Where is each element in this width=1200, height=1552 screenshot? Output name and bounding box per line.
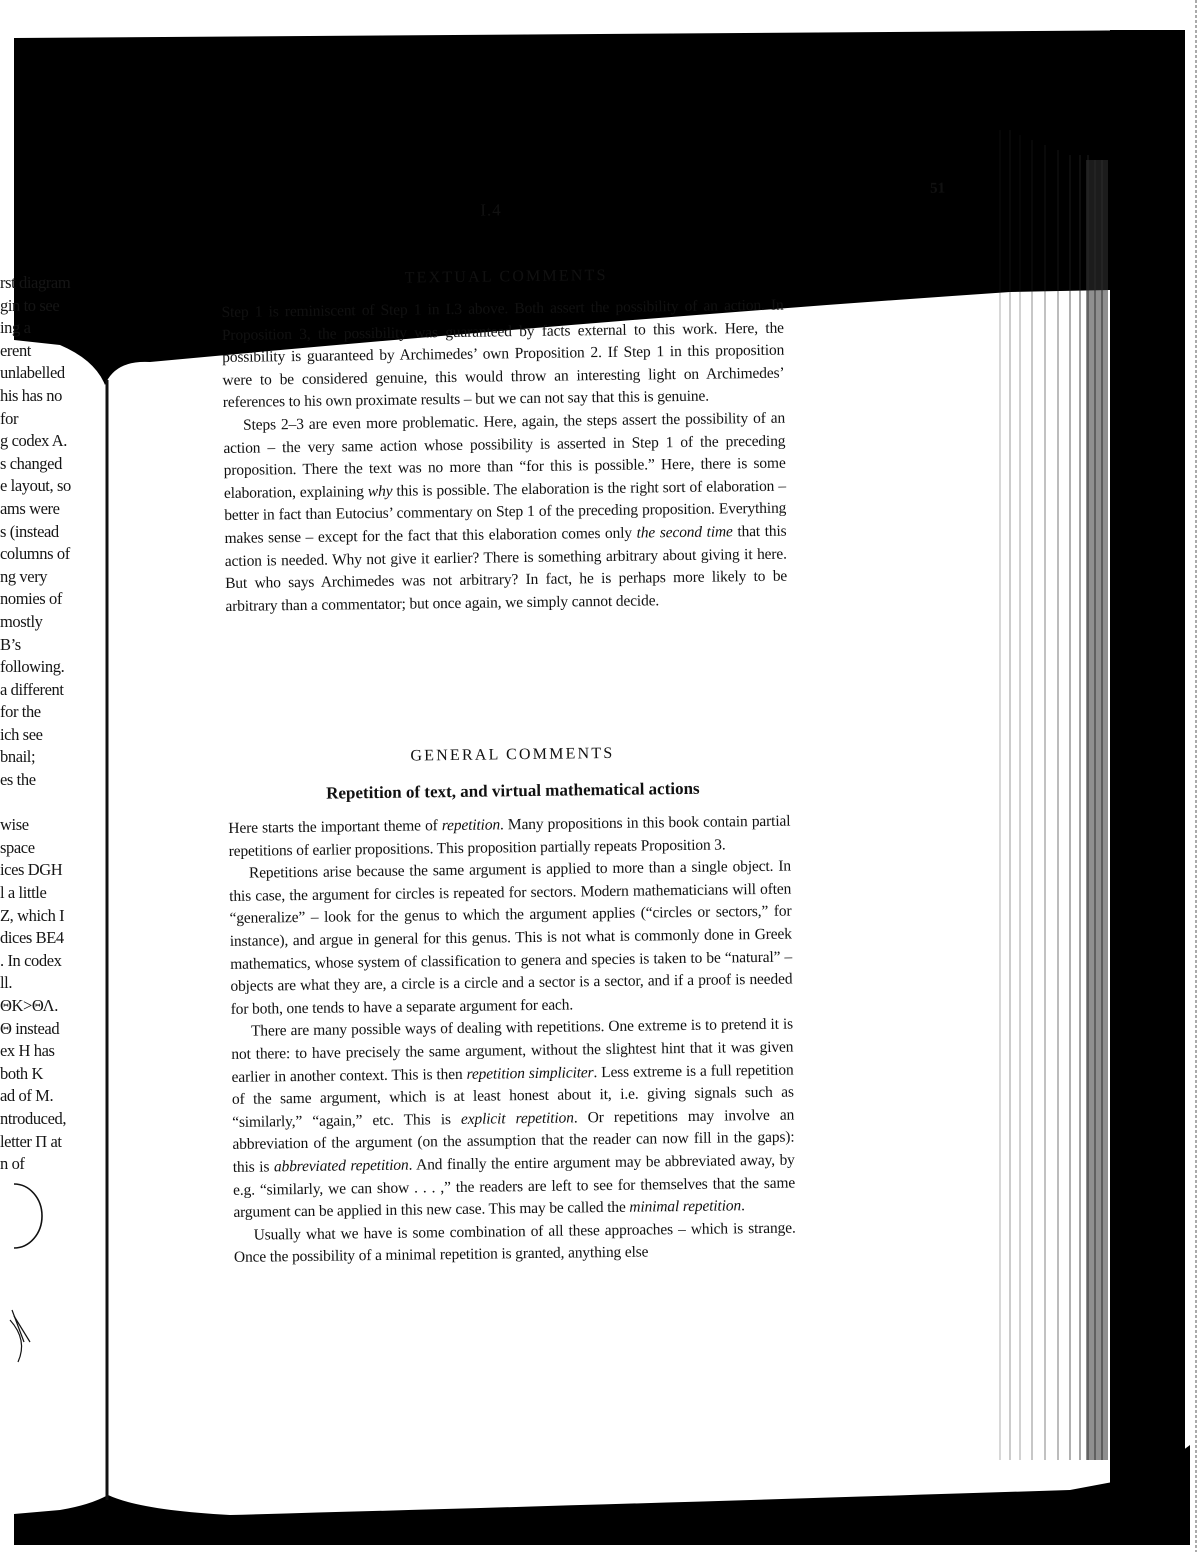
paragraph	[231, 1014, 796, 1225]
facing-page-line: gin to see	[0, 295, 60, 315]
text-run: this is possible. The elaboration is the right sort of elaboration – better in fact than Eutocius’ commentary on Step 1 of the preceding proposition. Everything makes sense – except for the fact that this elaboration comes only	[224, 477, 787, 547]
facing-page-line: ng very	[0, 566, 48, 586]
text-run: .	[740, 1197, 745, 1215]
facing-page-line: ad of M.	[0, 1086, 54, 1106]
text-run: . And finally the entire argument may be abbreviated away, by e.g. “similarly, we can show . . . ,” the readers are left to see for themselves that the same argument can be applied in this new case. This may be called the	[232, 1151, 796, 1222]
facing-page-line: unlabelled	[0, 363, 65, 383]
facing-page-line: erent	[0, 340, 31, 360]
facing-page-line: ams were	[0, 498, 60, 518]
textual-comments-body	[221, 295, 787, 619]
facing-page-line: Θ instead	[0, 1018, 60, 1038]
facing-page-line: e layout, so	[0, 476, 71, 496]
facing-page-line: wise	[0, 815, 29, 835]
facing-page-line: columns of	[0, 544, 70, 564]
angle-diagram-icon	[10, 1310, 30, 1362]
facing-page-line: following.	[0, 657, 65, 677]
right-shadow	[1110, 30, 1185, 1490]
paragraph	[221, 295, 784, 415]
facing-page-line	[0, 792, 108, 815]
facing-page-line: ΘK>ΘΛ.	[0, 996, 58, 1015]
italic-text: why	[367, 482, 393, 500]
text-run: . Less extreme is a full repetition of the same argument, which is at least honest about it, i.e. giving signals such as “similarly,” “again,” etc. This is	[231, 1061, 794, 1131]
facing-page-line: space	[0, 837, 35, 857]
general-comments-heading: GENERAL COMMENTS	[410, 744, 615, 765]
italic-text: repetition simpliciter	[466, 1063, 594, 1083]
facing-page-line: es the	[0, 770, 36, 790]
text-run: . Or repetitions may involve an abbreviation of the argument (on the assumption that the reader can now fill in the gaps): this is	[232, 1106, 795, 1176]
facing-page-line: a different	[0, 679, 64, 699]
facing-page-line: nomies of	[0, 589, 62, 609]
italic-text: explicit repetition	[460, 1109, 574, 1128]
paragraph	[223, 408, 788, 619]
facing-page-line: g codex A.	[0, 431, 68, 451]
facing-page-line: s changed	[0, 453, 62, 473]
paragraph	[229, 856, 793, 1021]
facing-page-line: ich see	[0, 724, 43, 744]
italic-text: repetition	[441, 816, 501, 835]
italic-text: the second time	[636, 523, 733, 542]
italic-text: minimal repetition	[629, 1197, 742, 1216]
text-run: There are many possible ways of dealing with repetitions. One extreme is to pretend it is not there: to have precisely the same argument, without the slightest hint that it was given earlier in another context. This is then	[231, 1015, 794, 1086]
text-run: Step 1 is reminiscent of Step 1 in I.3 above. Both assert the possibility of an action. In Proposition 3, the possibility was guaranteed by facts external to this work. Here, the possibility is guaranteed by Archimedes’ own Proposition 2. If Step 1 in this proposition were to be considered genuine, this would throw an interesting light on Archimedes’ references to his own proximate results – but we can not say that this is genuine.	[221, 296, 785, 412]
facing-page-line: dices BE4	[0, 928, 64, 948]
facing-page-line: bnail;	[0, 747, 36, 767]
facing-page-line: letter Π at	[0, 1131, 62, 1151]
facing-page-line: . In codex	[0, 950, 62, 970]
facing-page-line: ll.	[0, 973, 13, 993]
text-run: that this action is needed. Why not give it earlier? There is something arbitrary about giving it here. But who says Archimedes was not arbitrary? In fact, he is perhaps more likely to be arbitrary than a commentator; but once again, we simply cannot decide.	[224, 522, 788, 615]
facing-page-line: ex H has	[0, 1041, 55, 1061]
text-run: . Many propositions in this book contain partial repetitions of earlier propositions. This proposition partially repeats Proposition 3.	[228, 812, 791, 860]
text-run: Steps 2–3 are even more problematic. Here, again, the steps assert the possibility of an action – the very same action whose possibility is asserted in Step 1 of the preceding proposition. There the text was no more than “for this is possible.” Here, there is some elaboration, explaining	[223, 409, 786, 502]
paragraph	[234, 1217, 797, 1270]
facing-page-line: his has no	[0, 385, 63, 405]
facing-page-line: ing a	[0, 318, 31, 338]
facing-page-line: Z, which I	[0, 905, 65, 925]
general-comments-subheading: Repetition of text, and virtual mathematical actions	[326, 778, 700, 803]
italic-text: abbreviated repetition	[273, 1156, 409, 1176]
facing-page-line: mostly	[0, 611, 43, 631]
facing-page-line: B’s	[0, 634, 21, 654]
facing-page-line: s (instead	[0, 521, 59, 541]
facing-page-line: for	[0, 408, 19, 428]
facing-page-line: n of	[0, 1154, 25, 1174]
page-number: 51	[929, 180, 946, 197]
text-run: Usually what we have is some combination of all these approaches – which is strange. Once the possibility of a minimal repetition is granted, anything else	[233, 1219, 796, 1267]
facing-page-line: for the	[0, 702, 41, 722]
facing-page-diagrams	[0, 1160, 80, 1380]
facing-page-line: l a little	[0, 883, 47, 903]
running-head: I.4	[480, 200, 502, 220]
facing-page-line: rst diagram	[0, 273, 71, 292]
facing-page-line: both K	[0, 1063, 43, 1083]
arc-diagram-icon	[14, 1184, 42, 1248]
text-run: Repetitions arise because the same argument is applied to more than a single object. In this case, the argument for circles is repeated for sectors. Modern mathematicians will often “generalize” – look for the genus to which the argument applies (“circles or sectors,” for instance), and argue in general for this genus. This is not what is commonly done in Greek mathematics, whose system of classification to genera and species is taken to be “natural” – objects are what they are, a circle is a circle and a sector is a sector, and if a proof is needed for both, one tends to have a separate argument for each.	[229, 857, 793, 1018]
general-comments-body	[228, 811, 796, 1270]
textual-comments-heading: TEXTUAL COMMENTS	[404, 266, 608, 287]
text-run: Here starts the important theme of	[228, 817, 442, 837]
facing-page-line: ntroduced,	[0, 1108, 67, 1128]
paragraph	[228, 811, 791, 864]
facing-page-line: ices DGH	[0, 860, 63, 880]
